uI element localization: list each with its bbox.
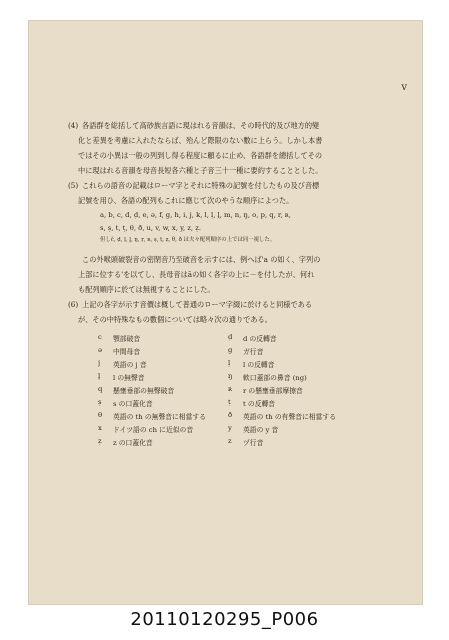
text-line: この外喉頭破裂音の密閉音乃至破音を示すには、例へば'a の如く、字列の — [82, 255, 321, 264]
text-line: 上部に位する'を以てし、長母音はāの如く各字の上に－を付したが、何れ — [78, 270, 315, 279]
phonetic-symbol: c — [98, 332, 102, 341]
symbol-description: 英語の th の有聲音に相當する — [243, 412, 336, 421]
table-cell — [228, 385, 358, 395]
table-cell — [228, 398, 358, 408]
table-cell — [98, 346, 228, 356]
table-cell — [98, 411, 228, 421]
text-line: これらの語音の記載はローマ字とそれに特殊の記號を付したもの及び音標 — [82, 181, 320, 190]
table-row — [98, 409, 358, 422]
phonetic-symbol: θ — [98, 410, 103, 419]
symbol-description: 軟口蓋部の鼻音 (ng) — [243, 373, 307, 382]
document-page — [28, 20, 423, 605]
table-row — [98, 370, 358, 383]
phonetic-symbol: ḷ — [228, 358, 231, 367]
symbol-description: 顎部破音 — [113, 334, 141, 343]
phonetic-symbol: ə — [98, 345, 103, 354]
table-cell — [98, 333, 228, 343]
page-content — [68, 118, 378, 448]
phonetic-symbol: ṭ — [228, 397, 231, 406]
phonetic-symbol: x — [98, 423, 102, 432]
symbol-description: 英語の th の無聲音に相當する — [113, 412, 206, 421]
phonetic-symbol: ð — [228, 410, 233, 419]
table-row — [98, 344, 358, 357]
table-cell — [228, 411, 358, 421]
symbol-description: d の反轉音 — [243, 334, 277, 343]
table-cell — [98, 359, 228, 369]
alphabet-line: a, b, c, d, ḍ, e, ə, f, g, h, i, j, k, l, ḷ, ḽ, m, n, ŋ, o, p, q, r, ʀ, — [100, 211, 291, 219]
alphabet-note: 但しč, ḍ, ḷ, ḽ, ŋ, ṛ, ʀ, ṣ, ṭ, ẓ, θ, ð は夫々配列順序の上では同一視した。 — [100, 237, 276, 243]
phonetic-table — [98, 331, 358, 448]
text-line: も配列順序に於ては無視することにした。 — [78, 285, 215, 294]
table-cell — [98, 424, 228, 434]
symbol-description: t の反轉音 — [243, 399, 276, 408]
table-row — [98, 422, 358, 435]
phonetic-symbol: ŋ — [228, 371, 233, 380]
paragraph-number: (4) — [68, 121, 79, 130]
symbol-description: 英語の y 音 — [243, 425, 279, 434]
phonetic-symbol: z — [228, 436, 232, 445]
symbol-description: l の反轉音 — [243, 360, 275, 369]
paragraph-5 — [68, 178, 378, 208]
table-cell — [98, 372, 228, 382]
symbol-description: ドイツ語の ch に近似の音 — [113, 425, 194, 434]
symbol-description: ヅ行音 — [243, 438, 264, 447]
table-row — [98, 331, 358, 344]
symbol-description: 懸壅垂部の無聲破音 — [113, 386, 175, 395]
symbol-description: s の口蓋化音 — [113, 399, 153, 408]
alphabet-line: s, ṣ, t, ṭ, θ, ð, u, v, w, x, y, z, ẓ. — [100, 224, 201, 232]
table-cell — [228, 424, 358, 434]
text-line: 記號を用ひ、各語の配列もこれに應じて次のやうな順序によつた。 — [78, 196, 294, 205]
table-cell — [98, 398, 228, 408]
page-number: v — [401, 82, 407, 93]
paragraph-4 — [68, 118, 378, 178]
phonetic-symbol: y — [228, 423, 232, 432]
text-line: 中に現はれる音韻を母音長短各六種と子音三十一種に要約することとした。 — [78, 166, 323, 175]
image-caption: 20110120295_P006 — [130, 609, 319, 630]
table-row — [98, 357, 358, 370]
text-line: 上記の各字が示す音價は概して普通のローマ字綴に於けると同様である — [82, 300, 313, 309]
symbol-description: r の懸壅垂部摩擦音 — [243, 386, 303, 395]
text-line: 化と差異を考慮に入れたならば、殆んど際限のない數に上らう。しかし本書 — [78, 136, 323, 145]
table-cell — [228, 437, 358, 447]
table-cell — [228, 359, 358, 369]
symbol-description: 英語の j 音 — [113, 360, 147, 369]
phonetic-symbol: g — [228, 345, 233, 354]
table-row — [98, 383, 358, 396]
text-line: ではその小異は一般の列到し得る程度に顧るに止め、各語群を總括してその — [78, 151, 323, 160]
table-cell — [98, 437, 228, 447]
text-line: 各語群を総括して高砂族言語に現はれる音韻は、その時代的及び地方的變 — [82, 121, 320, 130]
phonetic-symbol: ṣ — [98, 397, 102, 406]
phonetic-symbol: j — [98, 358, 101, 367]
phonetic-symbol: ḍ — [228, 332, 233, 341]
symbol-description: ガ行音 — [243, 347, 264, 356]
table-cell — [98, 385, 228, 395]
phonetic-symbol: ʀ — [228, 384, 232, 393]
table-cell — [228, 372, 358, 382]
table-cell — [228, 333, 358, 343]
paragraph-number: (6) — [68, 300, 79, 309]
phonetic-symbol: ẓ — [98, 436, 102, 445]
table-cell — [228, 346, 358, 356]
paragraph-6 — [68, 297, 378, 327]
symbol-description: z の口蓋化音 — [113, 438, 153, 447]
phonetic-symbol: ḽ — [98, 371, 101, 380]
paragraph-5-continued — [78, 252, 378, 297]
paragraph-number: (5) — [68, 181, 79, 190]
symbol-description: 中間母音 — [113, 347, 141, 356]
alphabet-order — [100, 209, 378, 235]
table-row — [98, 435, 358, 448]
text-line: が、その中特殊なもの數個については略々次の通りである。 — [78, 315, 272, 324]
symbol-description: l の無聲音 — [113, 373, 145, 382]
table-row — [98, 396, 358, 409]
phonetic-symbol: q — [98, 384, 103, 393]
